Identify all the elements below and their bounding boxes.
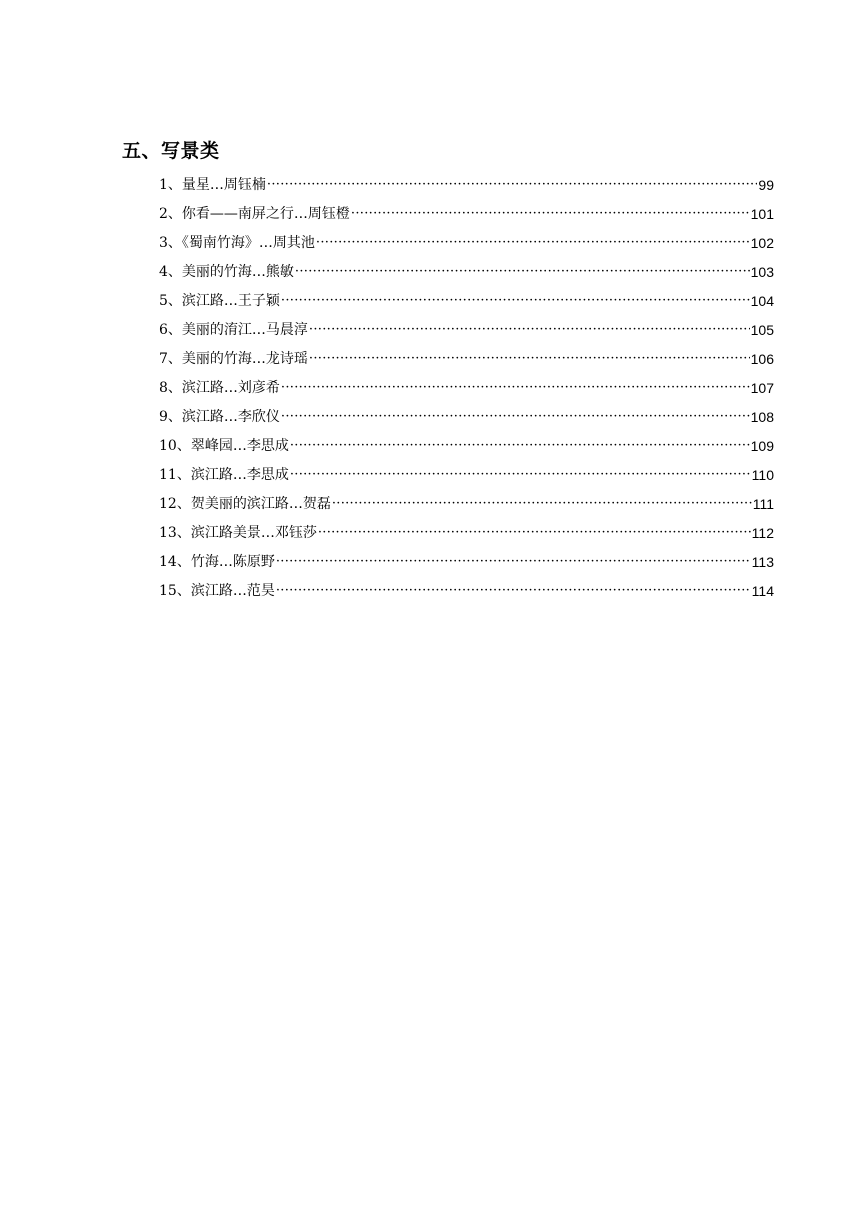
toc-entry-page: 110 [751,467,774,483]
toc-entry-page: 103 [750,264,774,280]
toc-entry-title: 1、量星…周钰楠 [159,177,266,193]
toc-entry-title: 7、美丽的竹海…龙诗瑶 [159,351,308,367]
toc-entry[interactable] [159,545,774,574]
toc-entry-title: 2、你看——南屏之行…周钰橙 [159,206,350,222]
toc-entry[interactable] [159,197,774,226]
toc-entry[interactable] [159,516,774,545]
toc-entry[interactable] [159,487,774,516]
toc-dot-leader [332,492,752,516]
toc-dot-leader [281,376,750,400]
toc-entry[interactable] [159,226,774,255]
toc-entry-page: 109 [750,438,774,454]
toc-entry[interactable] [159,342,774,371]
toc-entry-page: 111 [752,496,774,512]
toc-entry-title: 8、滨江路…刘彦希 [159,380,280,396]
toc-list [159,168,774,603]
toc-dot-leader [309,318,750,342]
toc-entry-title: 11、滨江路…李思成 [159,467,289,483]
toc-dot-leader [318,521,751,545]
toc-dot-leader [309,347,750,371]
toc-entry-page: 112 [751,525,774,541]
toc-entry-title: 5、滨江路…王子颖 [159,293,280,309]
toc-entry[interactable] [159,284,774,313]
toc-dot-leader [290,434,750,458]
toc-entry-title: 4、美丽的竹海…熊敏 [159,264,294,280]
toc-dot-leader [290,463,751,487]
toc-entry[interactable] [159,168,774,197]
toc-entry-title: 10、翠峰园…李思成 [159,438,289,454]
toc-dot-leader [295,260,750,284]
toc-entry-title: 13、滨江路美景…邓钰莎 [159,525,317,541]
toc-entry[interactable] [159,574,774,603]
toc-entry[interactable] [159,458,774,487]
toc-entry-page: 101 [750,206,774,222]
toc-entry[interactable] [159,429,774,458]
toc-dot-leader [281,289,750,313]
toc-entry-page: 105 [750,322,774,338]
toc-entry-title: 9、滨江路…李欣仪 [159,409,280,425]
toc-entry-page: 113 [751,554,774,570]
toc-entry-page: 108 [750,409,774,425]
toc-dot-leader [316,231,750,255]
toc-dot-leader [276,550,751,574]
toc-entry[interactable] [159,400,774,429]
toc-entry-page: 114 [751,583,774,599]
toc-dot-leader [351,202,750,226]
toc-entry-page: 104 [750,293,774,309]
toc-entry-title: 12、贺美丽的滨江路…贺磊 [159,496,331,512]
toc-entry[interactable] [159,313,774,342]
section-heading: 五、写景类 [122,140,220,162]
toc-entry-page: 107 [750,380,774,396]
toc-entry-page: 102 [750,235,774,251]
toc-dot-leader [276,579,751,603]
toc-entry-title: 3、《蜀南竹海》…周其池 [159,235,315,251]
toc-entry-title: 15、滨江路…范昊 [159,583,275,599]
toc-entry-page: 99 [758,177,774,193]
toc-entry-title: 6、美丽的淯江…马晨淳 [159,322,308,338]
toc-entry-title: 14、竹海…陈原野 [159,554,275,570]
toc-entry[interactable] [159,371,774,400]
toc-dot-leader [267,173,758,197]
toc-entry-page: 106 [750,351,774,367]
toc-entry[interactable] [159,255,774,284]
toc-dot-leader [281,405,750,429]
